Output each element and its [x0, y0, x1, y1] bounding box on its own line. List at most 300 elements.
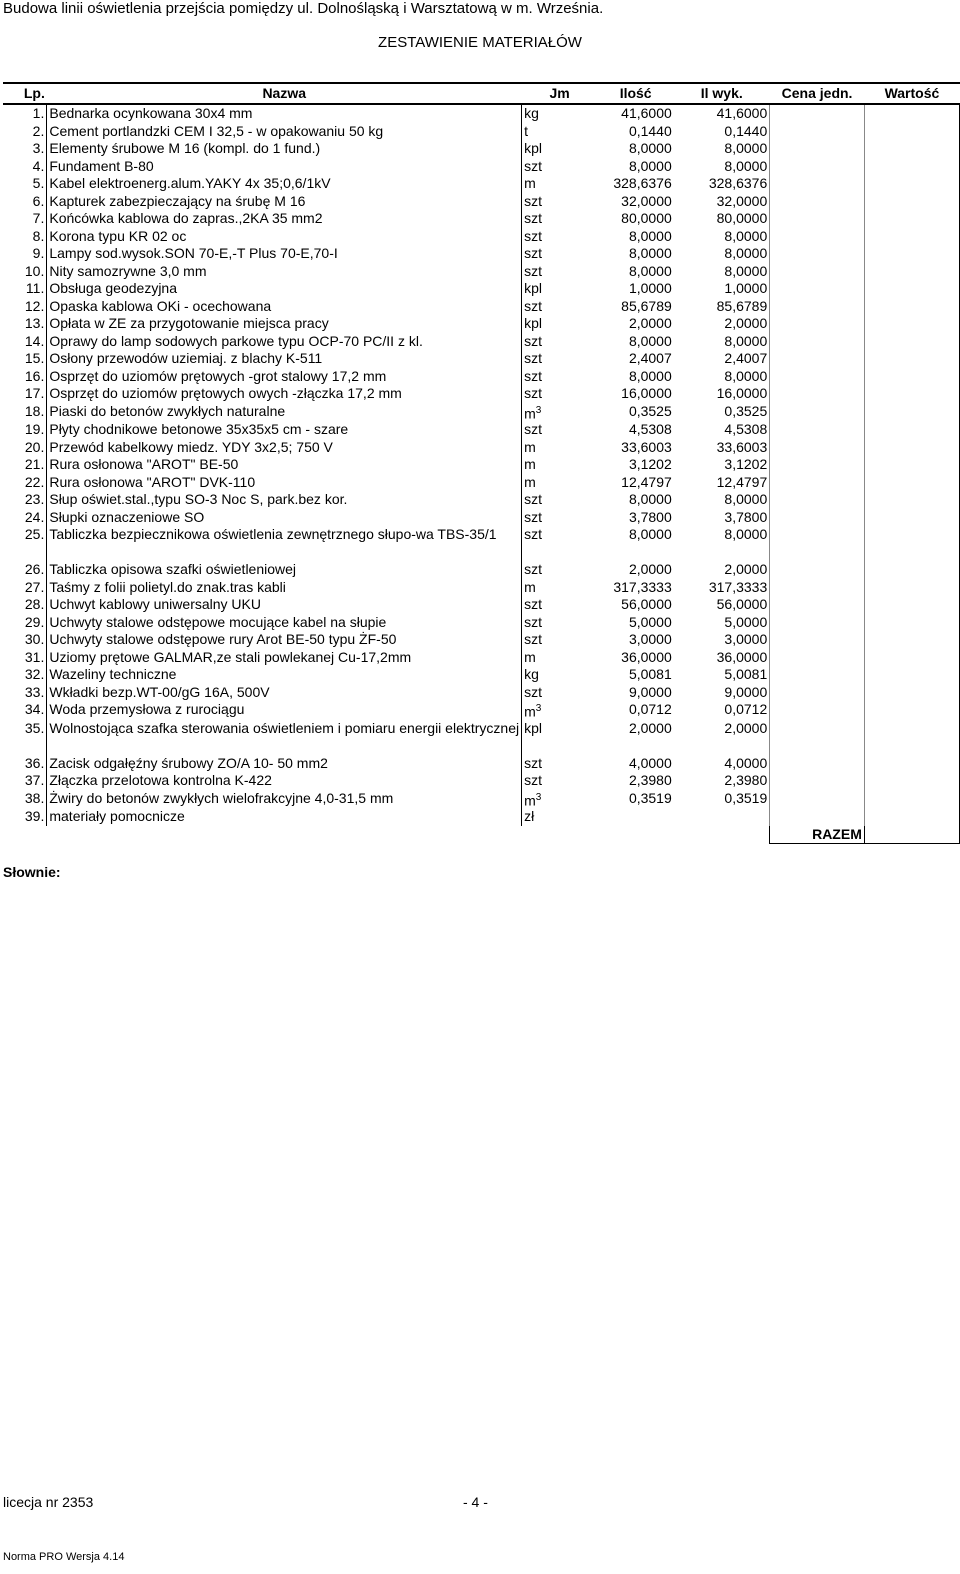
row-qty-executed: 5,0081 [724, 666, 768, 683]
row-qty: 5,0000 [628, 613, 672, 630]
row-qty-executed: 8,0000 [724, 491, 768, 508]
table-header-row [3, 83, 960, 104]
row-qty: 328,6376 [613, 175, 672, 191]
row-value [864, 596, 959, 614]
row-unit: zł [522, 808, 598, 826]
row-lp: 31. [24, 648, 45, 665]
row-name: Końcówka kablowa do zapras.,2KA 35 mm2 [47, 210, 522, 228]
row-name: Słupki oznaczeniowe SO [47, 509, 522, 527]
row-value [864, 790, 959, 809]
row-name: Korona typu KR 02 oc [47, 228, 522, 246]
row-unit-price [770, 666, 865, 684]
row-unit: szt [522, 350, 598, 368]
row-unit-price [770, 509, 865, 527]
row-unit: kpl [522, 315, 598, 333]
row-value [864, 808, 959, 826]
row-unit: szt [522, 333, 598, 351]
row-name: Rura osłonowa "AROT" BE-50 [47, 456, 522, 474]
table-row [3, 701, 960, 720]
row-lp: 11. [25, 280, 45, 296]
row-name: Płyty chodnikowe betonowe 35x35x5 cm - szare [47, 421, 522, 439]
row-qty-executed: 8,0000 [724, 262, 768, 279]
row-name: Opłata w ZE za przygotowanie miejsca pracy [47, 315, 522, 333]
row-name: Lampy sod.wysok.SON 70-E,-T Plus 70-E,70-I [47, 245, 522, 263]
table-row [3, 772, 960, 790]
row-lp: 35. [24, 719, 45, 736]
row-qty: 12,4797 [621, 473, 672, 490]
table-row [3, 491, 960, 509]
row-qty: 41,6000 [621, 105, 672, 121]
row-qty: 8,0000 [628, 332, 672, 349]
row-lp: 6. [32, 192, 45, 209]
row-qty-executed: 317,3333 [708, 578, 768, 595]
row-lp: 10. [24, 262, 45, 279]
table-row [3, 755, 960, 773]
table-row [3, 509, 960, 527]
row-unit-price [770, 385, 865, 403]
row-qty-executed: 16,0000 [716, 385, 768, 401]
row-name: Oprawy do lamp sodowych parkowe typu OCP-70 PC/II z kl. [47, 333, 522, 351]
total-row-spacer [598, 826, 674, 844]
row-qty-executed: 36,0000 [716, 648, 768, 665]
row-lp: 29. [24, 613, 45, 630]
row-lp: 25. [24, 526, 45, 543]
row-qty-executed: 4,5308 [724, 421, 768, 438]
row-unit: szt [522, 421, 598, 439]
row-value [864, 684, 959, 702]
row-lp: 17. [24, 385, 45, 401]
row-name: Tabliczka bezpiecznikowa oświetlenia zewnętrznego słupo-wa TBS-35/1 [47, 526, 522, 561]
table-row [3, 123, 960, 141]
row-unit: m [522, 474, 598, 492]
row-unit-price [770, 474, 865, 492]
row-qty: 80,0000 [621, 210, 672, 226]
total-value [864, 826, 959, 844]
row-unit: m [522, 579, 598, 597]
row-qty-executed: 0,3519 [724, 789, 768, 806]
row-name: Nity samozrywne 3,0 mm [47, 263, 522, 281]
table-row [3, 403, 960, 422]
page-number: - 4 - [463, 1494, 488, 1510]
row-qty: 2,0000 [628, 561, 672, 578]
row-qty-executed: 328,6376 [708, 175, 768, 191]
row-qty: 2,0000 [628, 719, 672, 736]
row-value [864, 421, 959, 439]
row-value [864, 280, 959, 298]
row-name: Elementy śrubowe M 16 (kompl. do 1 fund.) [47, 140, 522, 158]
unit-exponent: 3 [535, 791, 542, 803]
row-qty: 8,0000 [628, 491, 672, 508]
total-row-spacer [522, 826, 598, 844]
row-unit: szt [522, 228, 598, 246]
row-qty: 56,0000 [621, 596, 672, 613]
table-row [3, 596, 960, 614]
row-lp: 39. [24, 808, 45, 825]
row-unit: szt [522, 385, 598, 403]
row-lp: 3. [32, 140, 45, 156]
row-lp: 1. [32, 105, 45, 121]
row-lp: 9. [32, 245, 45, 261]
row-qty: 8,0000 [628, 157, 672, 174]
row-unit: szt [522, 526, 598, 561]
row-value [864, 456, 959, 474]
row-qty [598, 808, 674, 826]
table-row [3, 421, 960, 439]
row-name: Osprzęt do uziomów prętowych -grot stalowy 17,2 mm [47, 368, 522, 386]
row-unit-price [770, 245, 865, 263]
row-unit: kpl [522, 140, 598, 158]
table-row [3, 579, 960, 597]
row-qty-executed: 85,6789 [716, 297, 768, 314]
row-unit-price [770, 280, 865, 298]
row-unit-price [770, 720, 865, 755]
col-header-value: Wartość [864, 83, 959, 104]
row-unit-price [770, 298, 865, 316]
row-unit-price [770, 701, 865, 720]
row-value [864, 175, 959, 193]
table-row [3, 614, 960, 632]
col-header-qty: Ilość [598, 83, 674, 104]
row-lp: 34. [24, 701, 45, 718]
row-qty-executed: 8,0000 [724, 526, 768, 543]
row-qty: 0,3519 [628, 789, 672, 806]
table-row [3, 158, 960, 176]
row-qty-executed: 5,0000 [724, 613, 768, 630]
row-lp: 2. [32, 122, 45, 139]
total-row-spacer [674, 826, 770, 844]
row-qty-executed: 80,0000 [716, 210, 768, 226]
row-name: Kapturek zabezpieczający na śrubę M 16 [47, 193, 522, 211]
row-unit-price [770, 421, 865, 439]
row-qty: 2,0000 [628, 315, 672, 331]
row-lp: 12. [24, 297, 45, 314]
row-qty-executed: 0,1440 [724, 122, 768, 139]
row-unit-price [770, 210, 865, 228]
table-row [3, 720, 960, 755]
table-row [3, 526, 960, 561]
footer-license: licecja nr 2353 [3, 1494, 94, 1510]
table-row [3, 193, 960, 211]
row-name: Uziomy prętowe GALMAR,ze stali powlekanej Cu-17,2mm [47, 649, 522, 667]
table-row [3, 140, 960, 158]
row-lp: 7. [32, 210, 45, 226]
row-value [864, 228, 959, 246]
row-unit: szt [522, 684, 598, 702]
row-qty-executed: 8,0000 [724, 332, 768, 349]
row-qty-executed: 2,3980 [724, 772, 768, 789]
row-qty: 3,0000 [628, 631, 672, 648]
col-header-name: Nazwa [47, 83, 522, 104]
row-name: Fundament B-80 [47, 158, 522, 176]
row-qty: 4,0000 [628, 754, 672, 771]
row-value [864, 720, 959, 755]
table-row [3, 649, 960, 667]
row-unit: szt [522, 298, 598, 316]
row-unit: szt [522, 509, 598, 527]
row-unit-price [770, 491, 865, 509]
row-qty: 85,6789 [621, 297, 672, 314]
row-value [864, 755, 959, 773]
row-lp: 30. [24, 631, 45, 648]
row-unit-price [770, 175, 865, 193]
row-name: Uchwyty stalowe odstępowe rury Arot BE-50 typu ŻF-50 [47, 631, 522, 649]
row-lp: 37. [24, 772, 45, 789]
row-qty-executed: 2,4007 [724, 350, 768, 366]
row-name: Wolnostojąca szafka sterowania oświetleniem i pomiaru energii elektrycznej [47, 720, 522, 755]
row-qty: 3,1202 [628, 456, 672, 473]
row-qty-executed: 41,6000 [716, 105, 768, 121]
row-name: materiały pomocnicze [47, 808, 522, 826]
row-name: Uchwyty stalowe odstępowe mocujące kabel na słupie [47, 614, 522, 632]
row-value [864, 701, 959, 720]
row-qty: 8,0000 [628, 227, 672, 244]
unit-exponent: 3 [535, 703, 542, 715]
row-lp: 21. [24, 456, 45, 473]
row-qty: 36,0000 [621, 648, 672, 665]
row-qty: 0,0712 [628, 701, 672, 718]
row-qty-executed: 12,4797 [716, 473, 768, 490]
row-lp: 16. [24, 367, 45, 384]
total-row-spacer [3, 826, 47, 844]
row-name: Osprzęt do uziomów prętowych owych -złączka 17,2 mm [47, 385, 522, 403]
total-row-spacer [47, 826, 522, 844]
row-unit: szt [522, 245, 598, 263]
table-row [3, 280, 960, 298]
row-lp: 18. [24, 402, 45, 419]
row-lp: 36. [24, 754, 45, 771]
table-row [3, 175, 960, 193]
row-lp: 13. [24, 315, 45, 331]
row-qty: 2,3980 [628, 772, 672, 789]
row-name: Wkładki bezp.WT-00/gG 16A, 500V [47, 684, 522, 702]
row-qty-executed: 8,0000 [724, 227, 768, 244]
row-name: Obsługa geodezyjna [47, 280, 522, 298]
row-name: Tabliczka opisowa szafki oświetleniowej [47, 561, 522, 579]
row-value [864, 140, 959, 158]
row-qty-executed: 1,0000 [724, 280, 768, 296]
row-name: Żwiry do betonów zwykłych wielofrakcyjne 4,0-31,5 mm [47, 790, 522, 809]
row-value [864, 263, 959, 281]
row-name: Woda przemysłowa z rurociągu [47, 701, 522, 720]
row-qty-executed: 2,0000 [724, 561, 768, 578]
row-qty: 317,3333 [613, 578, 672, 595]
row-unit-price [770, 649, 865, 667]
row-qty: 8,0000 [628, 140, 672, 156]
row-name: Opaska kablowa OKi - ocechowana [47, 298, 522, 316]
row-value [864, 666, 959, 684]
row-lp: 14. [24, 332, 45, 349]
table-row [3, 808, 960, 826]
row-name: Cement portlandzki CEM I 32,5 - w opakowaniu 50 kg [47, 123, 522, 141]
row-lp: 20. [24, 438, 45, 455]
row-unit-price [770, 579, 865, 597]
row-lp: 26. [24, 561, 45, 578]
table-row [3, 104, 960, 123]
row-value [864, 579, 959, 597]
table-row [3, 298, 960, 316]
col-header-unit-price: Cena jedn. [770, 83, 865, 104]
row-value [864, 333, 959, 351]
row-qty: 0,1440 [628, 122, 672, 139]
row-qty: 0,3525 [628, 402, 672, 419]
row-unit-price [770, 350, 865, 368]
row-name: Uchwyt kablowy uniwersalny UKU [47, 596, 522, 614]
row-unit: szt [522, 491, 598, 509]
total-label: RAZEM [770, 826, 865, 844]
unit-exponent: 3 [535, 404, 542, 416]
row-value [864, 772, 959, 790]
row-unit: szt [522, 210, 598, 228]
row-unit-price [770, 403, 865, 422]
row-unit-price [770, 439, 865, 457]
row-value [864, 631, 959, 649]
row-qty-executed: 8,0000 [724, 367, 768, 384]
row-lp: 19. [24, 421, 45, 438]
row-unit-price [770, 193, 865, 211]
row-value [864, 649, 959, 667]
row-unit: szt [522, 614, 598, 632]
row-lp: 28. [24, 596, 45, 613]
row-qty: 8,0000 [628, 245, 672, 261]
row-unit-price [770, 561, 865, 579]
row-name: Bednarka ocynkowana 30x4 mm [47, 104, 522, 123]
row-lp: 15. [24, 350, 45, 366]
row-unit-price [770, 614, 865, 632]
row-qty-executed: 56,0000 [716, 596, 768, 613]
row-lp: 22. [24, 473, 45, 490]
row-lp: 33. [24, 683, 45, 700]
row-unit: kg [522, 666, 598, 684]
col-header-unit: Jm [522, 83, 598, 104]
row-qty-executed: 32,0000 [716, 192, 768, 209]
row-qty: 32,0000 [621, 192, 672, 209]
row-qty-executed: 0,3525 [724, 402, 768, 419]
row-unit: m [522, 456, 598, 474]
row-unit: szt [522, 596, 598, 614]
table-row [3, 684, 960, 702]
row-value [864, 561, 959, 579]
row-qty-executed: 33,6003 [716, 438, 768, 455]
row-qty-executed: 3,0000 [724, 631, 768, 648]
row-unit: kg [522, 104, 598, 123]
row-name: Wazeliny techniczne [47, 666, 522, 684]
row-lp: 8. [32, 227, 45, 244]
row-qty-executed: 3,7800 [724, 508, 768, 525]
table-row [3, 210, 960, 228]
table-row [3, 245, 960, 263]
row-qty: 33,6003 [621, 438, 672, 455]
row-unit: szt [522, 561, 598, 579]
row-value [864, 193, 959, 211]
row-name: Złączka przelotowa kontrolna K-422 [47, 772, 522, 790]
row-unit-price [770, 123, 865, 141]
row-unit-price [770, 631, 865, 649]
row-qty-executed: 4,0000 [724, 754, 768, 771]
table-row [3, 666, 960, 684]
row-value [864, 509, 959, 527]
row-value [864, 614, 959, 632]
row-unit-price [770, 315, 865, 333]
row-value [864, 403, 959, 422]
row-value [864, 368, 959, 386]
row-unit-price [770, 684, 865, 702]
table-row [3, 228, 960, 246]
row-qty-executed: 8,0000 [724, 245, 768, 261]
table-row [3, 333, 960, 351]
row-unit: szt [522, 631, 598, 649]
row-qty: 8,0000 [628, 526, 672, 543]
row-qty-executed: 8,0000 [724, 157, 768, 174]
row-lp: 5. [32, 175, 45, 191]
row-unit: szt [522, 263, 598, 281]
row-value [864, 491, 959, 509]
row-unit-price [770, 456, 865, 474]
row-unit-price [770, 140, 865, 158]
row-qty: 8,0000 [628, 262, 672, 279]
materials-table [3, 82, 960, 844]
table-row [3, 385, 960, 403]
row-unit: kpl [522, 720, 598, 755]
row-value [864, 526, 959, 561]
row-lp: 27. [24, 578, 45, 595]
col-header-qty-executed: Il wyk. [674, 83, 770, 104]
row-value [864, 104, 959, 123]
row-unit: kpl [522, 280, 598, 298]
row-name: Przewód kabelkowy miedz. YDY 3x2,5; 750 V [47, 439, 522, 457]
row-lp: 38. [24, 789, 45, 806]
row-qty: 3,7800 [628, 508, 672, 525]
row-unit-price [770, 158, 865, 176]
table-body [3, 104, 960, 844]
row-lp: 4. [32, 157, 45, 174]
row-value [864, 298, 959, 316]
row-lp: 32. [24, 666, 45, 683]
row-unit-price [770, 104, 865, 123]
row-unit: t [522, 123, 598, 141]
row-value [864, 350, 959, 368]
row-name: Kabel elektroenerg.alum.YAKY 4x 35;0,6/1kV [47, 175, 522, 193]
row-unit: $m^3$ [522, 403, 598, 422]
row-unit-price [770, 526, 865, 561]
row-value [864, 474, 959, 492]
row-unit: szt [522, 368, 598, 386]
table-row [3, 368, 960, 386]
row-unit-price [770, 790, 865, 809]
table-row [3, 315, 960, 333]
row-qty: 9,0000 [628, 683, 672, 700]
table-row [3, 474, 960, 492]
total-row [3, 826, 960, 844]
row-value [864, 385, 959, 403]
row-qty: 4,5308 [628, 421, 672, 438]
row-qty-executed: 0,0712 [724, 701, 768, 718]
row-qty-executed: 8,0000 [724, 140, 768, 156]
row-qty-executed: 9,0000 [724, 683, 768, 700]
table-row [3, 439, 960, 457]
row-qty: 2,4007 [628, 350, 672, 366]
row-unit: m [522, 439, 598, 457]
row-unit: m [522, 175, 598, 193]
table-row [3, 263, 960, 281]
row-unit: $m^3$ [522, 701, 598, 720]
row-value [864, 158, 959, 176]
row-qty-executed: 2,0000 [724, 719, 768, 736]
row-name: Osłony przewodów uziemiaj. z blachy K-511 [47, 350, 522, 368]
footer-software-version: Norma PRO Wersja 4.14 [3, 1551, 125, 1563]
row-value [864, 123, 959, 141]
row-name: Piaski do betonów zwykłych naturalne [47, 403, 522, 422]
row-unit: $m^3$ [522, 790, 598, 809]
